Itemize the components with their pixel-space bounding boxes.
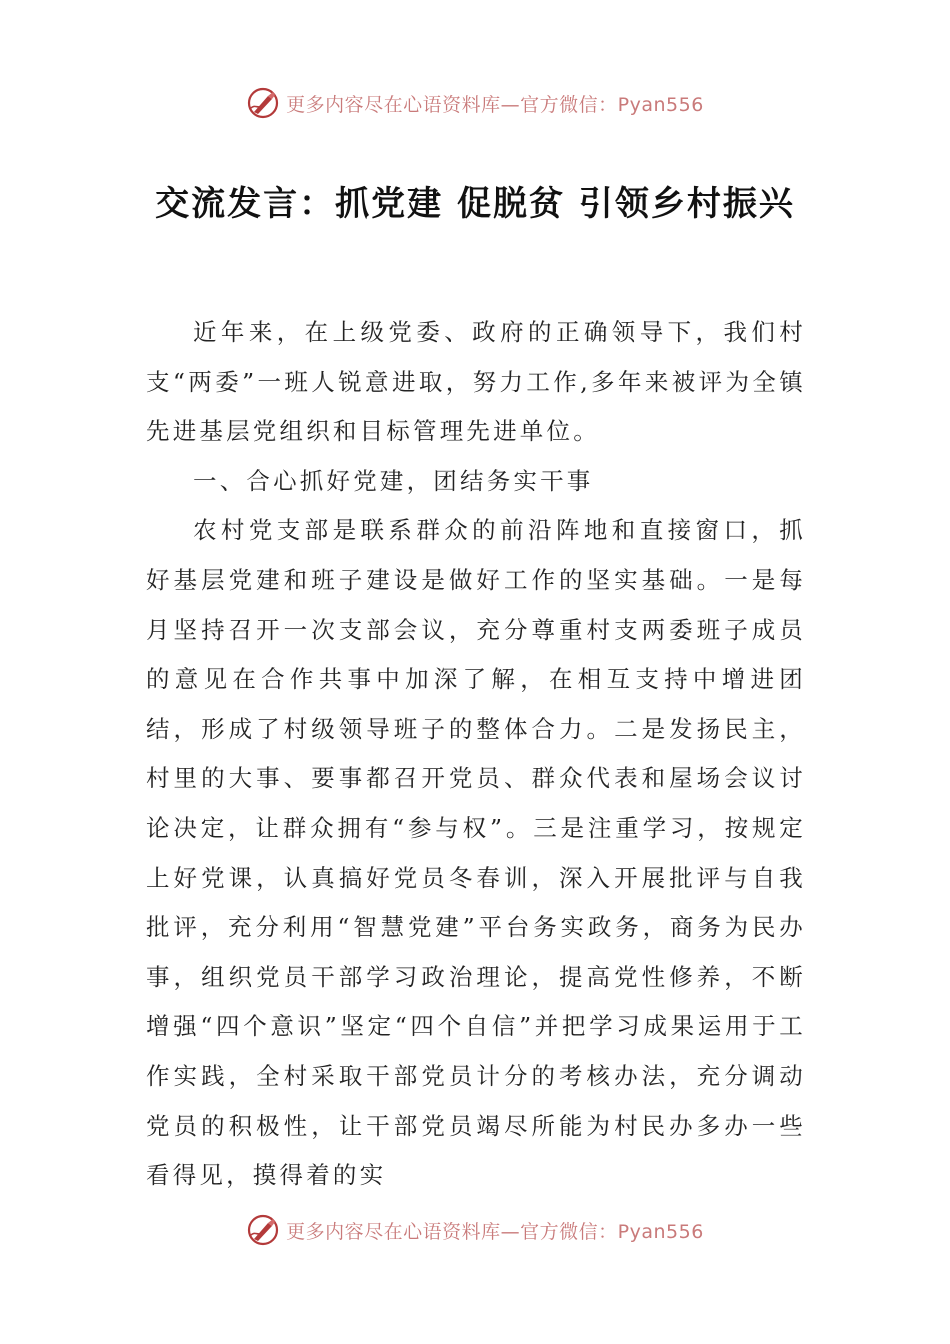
footer-watermark bbox=[0, 1213, 950, 1247]
watermark-text: 更多内容尽在心语资料库—官方微信：Pyan556 bbox=[286, 1220, 704, 1243]
section-heading-1: 一、合心抓好党建，团结务实干事 bbox=[193, 466, 594, 495]
document-title: 交流发言：抓党建 促脱贫 引领乡村振兴 bbox=[155, 184, 795, 224]
watermark-text: 更多内容尽在心语资料库—官方微信：Pyan556 bbox=[286, 93, 704, 116]
paragraph-section-1: 农村党支部是联系群众的前沿阵地和直接窗口，抓好基层党建和班子建设是做好工作的坚实基础。一是每月坚持召开一次支部会议，充分尊重村支两委班子成员的意见在合作共事中加深了解，在相互支持中增进团结，形成了村级领导班子的整体合力。二是发扬民主，村里的大事、要事都召开党员、群众代表和屋场会议讨论决定，让群众拥有“参与权”。三是注重学习，按规定上好党课，认真搞好党员冬春训，深入开展批评与自我批评，充分利用“智慧党建”平台务实政务，商务为民办事，组织党员干部学习政治理论，提高党性修养，不断增强“四个意识”坚定“四个自信”并把学习成果运用于工作实践，全村采取干部党员计分的考核办法，充分调动党员的积极性，让干部党员竭尽所能为村民办多办一些看得见，摸得着的实 bbox=[146, 516, 806, 1190]
document-body bbox=[146, 308, 806, 1201]
header-watermark bbox=[0, 86, 950, 120]
paragraph-intro: 近年来，在上级党委、政府的正确领导下，我们村支“两委”一班人锐意进取，努力工作,多年来被评为全镇先进基层党组织和目标管理先进单位。 bbox=[146, 318, 806, 446]
pen-circle-logo-icon bbox=[246, 86, 280, 120]
pen-circle-logo-icon bbox=[246, 1213, 280, 1247]
